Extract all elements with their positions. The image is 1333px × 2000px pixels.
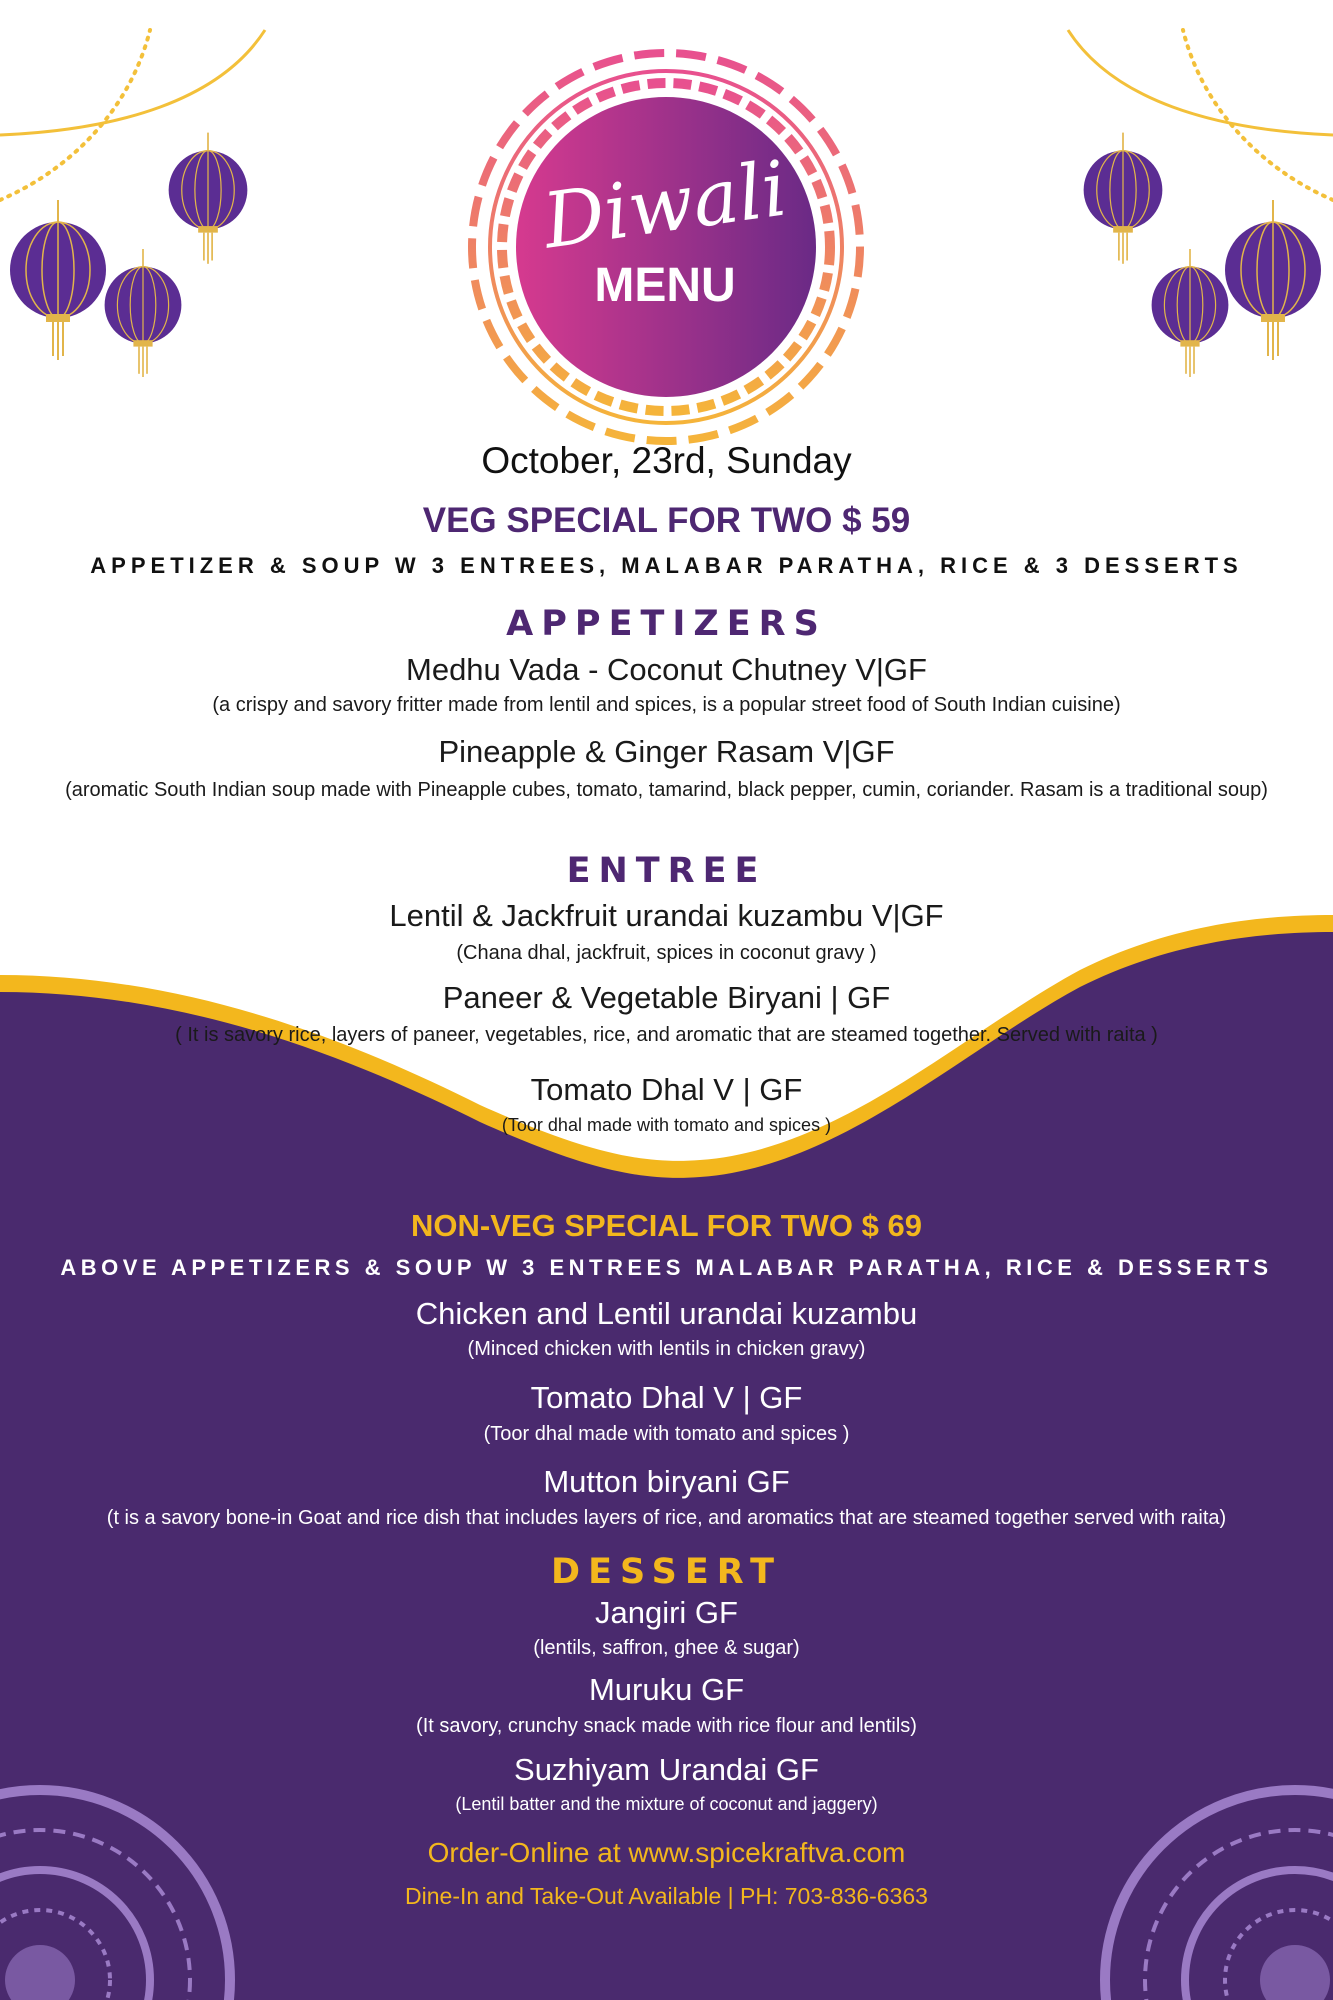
- menu-item-name: Jangiri GF: [595, 1595, 738, 1630]
- lantern-icon: [169, 133, 248, 264]
- menu-item-desc: (Lentil batter and the mixture of coconut and jaggery): [455, 1794, 878, 1814]
- logo-script: Diwali: [537, 143, 793, 266]
- dessert-heading: DESSERT: [551, 1552, 782, 1592]
- menu-item-name: Medhu Vada - Coconut Chutney V|GF: [406, 652, 927, 687]
- menu-item-name: Tomato Dhal V | GF: [530, 1380, 803, 1415]
- lantern-icon: [1152, 249, 1229, 377]
- lantern-icon: [10, 200, 106, 360]
- nonveg-special-title: NON-VEG SPECIAL FOR TWO $ 69: [410, 1208, 922, 1243]
- lantern-icon: [1084, 133, 1163, 264]
- menu-item-desc: (a crispy and savory fritter made from lentil and spices, is a popular street food of South Indian cuisine): [212, 694, 1121, 716]
- lantern-icon: [105, 249, 182, 377]
- menu-item-desc: (It savory, crunchy snack made with rice flour and lentils): [416, 1715, 917, 1737]
- logo-word: MENU: [594, 259, 736, 312]
- nonveg-special-subtitle: ABOVE APPETIZERS & SOUP W 3 ENTREES MALABAR PARATHA, RICE & DESSERTS: [60, 1255, 1273, 1280]
- veg-special-title: VEG SPECIAL FOR TWO $ 59: [422, 501, 911, 540]
- veg-special-subtitle: APPETIZER & SOUP W 3 ENTREES, MALABAR PARATHA, RICE & 3 DESSERTS: [90, 553, 1243, 578]
- appetizers-heading: APPETIZERS: [506, 604, 827, 644]
- menu-item-desc: (Toor dhal made with tomato and spices ): [483, 1423, 850, 1445]
- menu-item-name: Mutton biryani GF: [543, 1464, 790, 1499]
- menu-item-name: Suzhiyam Urandai GF: [514, 1752, 819, 1787]
- menu-item-desc: (lentils, saffron, ghee & sugar): [533, 1637, 800, 1659]
- menu-item-name: Pineapple & Ginger Rasam V|GF: [438, 734, 895, 769]
- menu-item-desc: (Chana dhal, jackfruit, spices in coconut gravy ): [456, 942, 877, 964]
- lantern-icon: [1225, 200, 1321, 360]
- event-date: October, 23rd, Sunday: [481, 440, 852, 481]
- menu-item-desc: (aromatic South Indian soup made with Pineapple cubes, tomato, tamarind, black pepper, cumin, coriander. Rasam is a traditional soup): [65, 779, 1268, 801]
- menu-item-name: Lentil & Jackfruit urandai kuzambu V|GF: [389, 898, 944, 933]
- menu-item-name: Chicken and Lentil urandai kuzambu: [415, 1296, 918, 1331]
- menu-item-desc: (t is a savory bone-in Goat and rice dish that includes layers of rice, and aromatics that are steamed together served with raita): [106, 1507, 1227, 1529]
- dine-in-phone: Dine-In and Take-Out Available | PH: 703-836-6363: [405, 1883, 928, 1909]
- menu-item-desc: (Minced chicken with lentils in chicken gravy): [467, 1338, 866, 1360]
- menu-item-name: Muruku GF: [588, 1672, 745, 1707]
- menu-item-desc: ( It is savory rice, layers of paneer, vegetables, rice, and aromatic that are steamed together. Served with raita ): [175, 1024, 1158, 1046]
- order-online-link[interactable]: Order-Online at www.spicekraftva.com: [427, 1837, 906, 1868]
- entree-heading: ENTREE: [566, 851, 767, 891]
- menu-item-name: Tomato Dhal V | GF: [530, 1072, 803, 1107]
- menu-item-name: Paneer & Vegetable Biryani | GF: [442, 980, 891, 1015]
- menu-item-desc: (Toor dhal made with tomato and spices ): [501, 1115, 832, 1135]
